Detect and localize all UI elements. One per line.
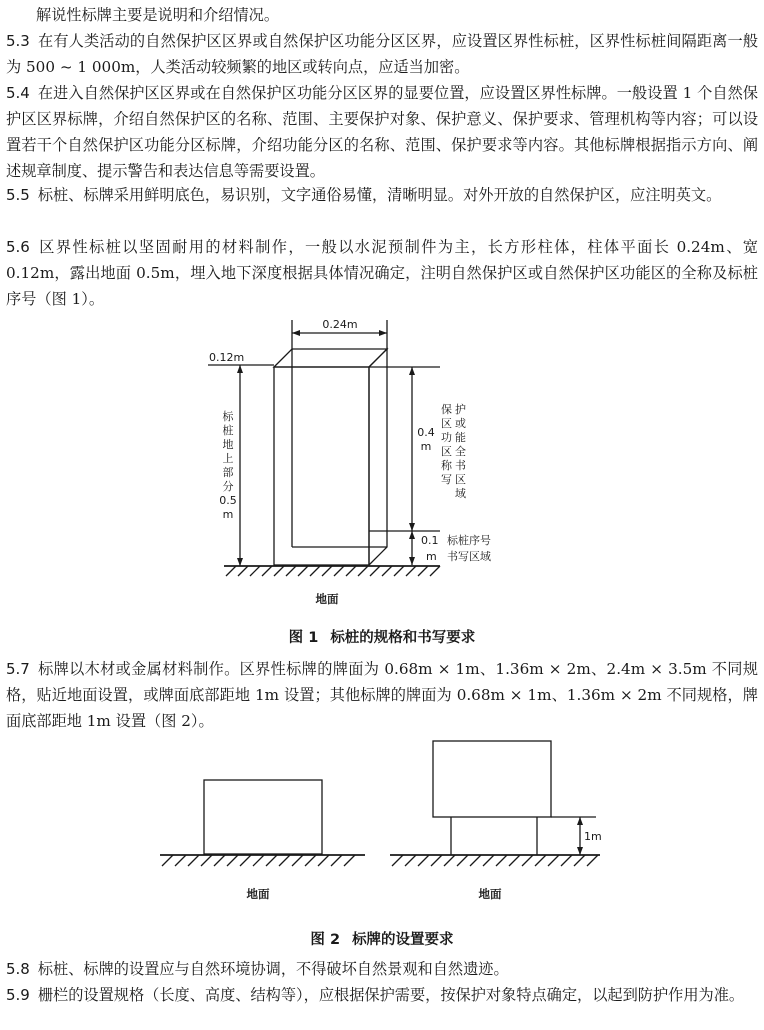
ground-hatching [226,566,440,576]
svg-text:区: 区 [455,473,466,486]
svg-text:或: 或 [455,417,466,430]
svg-text:上: 上 [222,452,234,465]
svg-text:标桩序号: 标桩序号 [447,534,491,547]
left-height-label [219,409,237,521]
svg-text:域: 域 [455,487,466,500]
svg-text:区: 区 [441,445,452,458]
stake-top-face [274,349,387,367]
svg-text:书写区域: 书写区域 [447,550,491,563]
figure-2-sign-diagram [0,730,764,915]
arrow-icon [577,817,583,825]
arrow-icon [577,847,583,855]
ground-hatching-right [392,855,598,866]
depth-label: 0.12m [209,351,245,364]
svg-text:0.1: 0.1 [421,534,439,547]
svg-text:0.5: 0.5 [219,494,237,507]
arrow-icon [292,330,300,336]
svg-text:桩: 桩 [222,424,234,437]
upper-region-text [441,402,466,500]
arrow-icon [409,531,415,539]
paragraph-5-5 [6,182,758,208]
paragraph-5-6 [6,234,758,312]
svg-text:m: m [222,508,234,521]
lower-region-label [421,533,491,563]
stake-side-face [369,349,387,565]
svg-text:功: 功 [441,431,452,444]
svg-text:能: 能 [455,431,466,444]
section-number: 5.4 [6,84,30,102]
paragraph-5-7 [6,656,758,734]
section-number: 5.7 [6,660,30,678]
upper-dim-label [417,426,435,453]
section-text: 标牌以木材或金属材料制作。区界性标牌的牌面为 0.68m × 1m、1.36m × 2m、2.4m × 3.5m 不同规格，贴近地面设置，或牌面底部距地 1m 设置；其他标牌的牌面为 0.68m × 1m、1.36m × 2m 不同规格，牌面底部距地 1m 设置（图 2）。 [6,660,758,730]
svg-text:称: 称 [441,459,452,472]
ground-label-left: 地面 [246,887,270,901]
arrow-icon [409,557,415,565]
svg-text:部: 部 [222,466,234,479]
svg-text:m: m [426,550,437,563]
svg-text:护: 护 [455,403,466,416]
section-number: 5.5 [6,186,30,204]
paragraph-5-9 [6,982,758,1008]
paragraph-intro: 解说性标牌主要是说明和介绍情况。 [36,6,279,24]
section-number: 5.3 [6,32,30,50]
svg-text:书: 书 [455,459,466,472]
stake-front-face [274,367,369,565]
svg-text:区: 区 [441,417,452,430]
paragraph-5-4 [6,80,758,184]
svg-text:0.4: 0.4 [417,426,435,439]
width-label: 0.24m [322,318,358,331]
paragraph-5-8 [6,956,758,982]
section-number: 5.8 [6,960,30,978]
svg-text:分: 分 [222,480,234,493]
arrow-icon [379,330,387,336]
sign-on-ground [204,780,322,854]
arrow-icon [237,558,243,566]
svg-text:m: m [420,440,432,453]
arrow-icon [237,365,243,373]
sign-raised [433,741,551,817]
arrow-icon [409,523,415,531]
section-text: 在进入自然保护区区界或在自然保护区功能分区区界的显要位置，应设置区界性标牌。一般设置 1 个自然保护区区界标牌，介绍自然保护区的名称、范围、主要保护对象、保护意义、保护要求、管理机构等内容；可以设置若干个自然保护区功能分区标牌，介绍功能分区的名称、范围、保护要求等内容。其他标牌根据指示方向、阐述规章制度、提示警告和表达信息等需要设置。 [6,84,758,180]
section-text: 标桩、标牌采用鲜明底色，易识别，文字通俗易懂，清晰明显。对外开放的自然保护区，应注明英文。 [37,186,722,204]
figure-1-caption: 图 1 标桩的规格和书写要求 [288,630,476,646]
svg-text:全: 全 [455,445,466,458]
svg-text:保: 保 [441,403,452,416]
svg-text:写: 写 [441,473,452,486]
svg-text:地: 地 [222,438,234,451]
paragraph-5-3 [6,28,758,80]
section-text: 栅栏的设置规格（长度、高度、结构等），应根据保护需要，按保护对象特点确定，以起到防护作用为准。 [37,986,745,1004]
height-label: 1m [584,830,602,843]
ground-label: 地面 [315,592,339,606]
section-text: 标桩、标牌的设置应与自然环境协调，不得破坏自然景观和自然遗迹。 [37,960,509,978]
svg-text:标: 标 [222,410,234,423]
section-number: 5.9 [6,986,30,1004]
ground-label-right: 地面 [478,887,502,901]
ground-hatching-left [162,855,355,866]
figure-2-caption: 图 2 标牌的设置要求 [310,932,454,948]
section-text: 在有人类活动的自然保护区区界或自然保护区功能分区区界，应设置区界性标桩，区界性标桩间隔距离一般为 500 ~ 1 000m，人类活动较频繁的地区或转向点，应适当加密。 [6,32,758,76]
section-number: 5.6 [6,238,30,256]
figure-1-stake-diagram [0,310,764,610]
section-text: 区界性标桩以坚固耐用的材料制作，一般以水泥预制件为主，长方形柱体，柱体平面长 0.24m、宽 0.12m，露出地面 0.5m，埋入地下深度根据具体情况确定，注明自然保护区或自然保护区功能区的全称及标桩序号（图 1）。 [6,238,758,308]
arrow-icon [409,367,415,375]
